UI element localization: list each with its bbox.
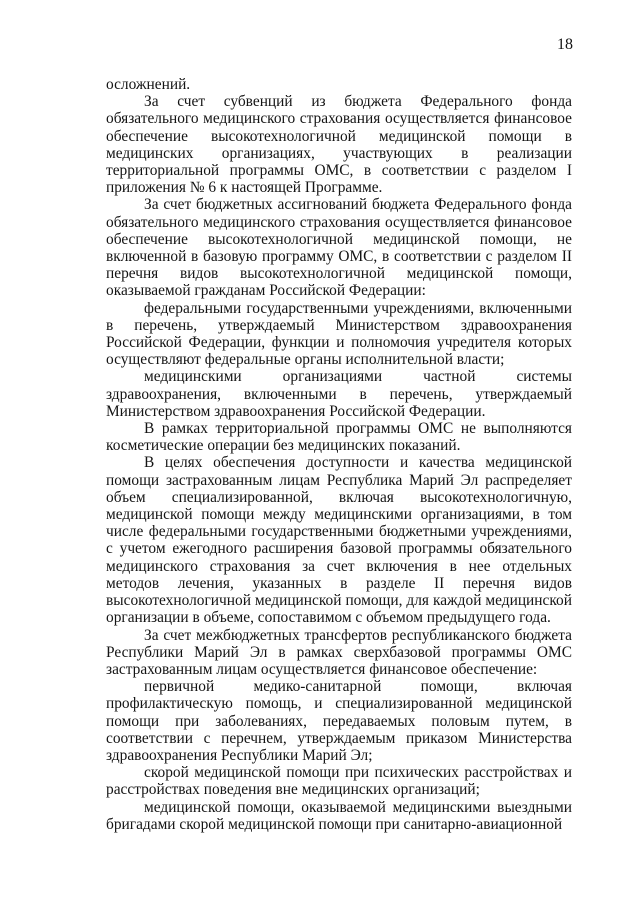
paragraph-continuation: осложнений. [106, 76, 191, 93]
paragraph: За счет бюджетных ассигнований бюджета Федерального фонда обязательного медицинского страхования осуществляется финансовое обеспечение высокотехнологичной медицинской помощи, не включенной в базовую программу ОМС, в соответствии с разделом II перечня видов высокотехнологичной медицинской помощи, оказываемой гражданам Российской Федерации: [106, 196, 572, 300]
paragraph: федеральными государственными учреждениями, включенными в перечень, утверждаемый Министерством здравоохранения Российской Федерации, функции и полномочия учредителя которых осуществляют федеральные органы исполнительной власти; [106, 299, 572, 369]
paragraph: В целях обеспечения доступности и качества медицинской помощи застрахованным лицам Республика Марий Эл распределяет объем специализированной, включая высокотехнологичную, медицинской помощи между медицинскими организациями, в том числе федеральными государственными бюджетными учреждениями, с учетом ежегодного расширения базовой программы обязательного медицинского страхования за счет включения в нее отдельных методов лечения, указанных в разделе II перечня видов высокотехнологичной медицинской помощи, для каждой медицинской организации в объеме, сопоставимом с объемом предыдущего года. [106, 454, 572, 627]
paragraph: скорой медицинской помощи при психических расстройствах и расстройствах поведения вне медицинских организаций; [106, 764, 572, 799]
body-text [106, 76, 572, 833]
paragraph: За счет межбюджетных трансфертов республиканского бюджета Республики Марий Эл в рамках сверхбазовой программы ОМС застрахованным лицам осуществляется финансовое обеспечение: [106, 626, 572, 678]
paragraph: медицинскими организациями частной системы здравоохранения, включенными в перечень, утверждаемый Министерством здравоохранения Российской Федерации. [106, 368, 572, 420]
paragraph: медицинской помощи, оказываемой медицинскими выездными бригадами скорой медицинской помощи при санитарно-авиационной [106, 798, 572, 833]
paragraph: первичной медико-санитарной помощи, включая профилактическую помощь, и специализированной медицинской помощи при заболеваниях, передаваемых половым путем, в соответствии с перечнем, утверждаемым приказом Министерства здравоохранения Республики Марий Эл; [106, 678, 572, 764]
paragraph: За счет субвенций из бюджета Федерального фонда обязательного медицинского страхования осуществляется финансовое обеспечение высокотехнологичной медицинской помощи в медицинских организациях, участвующих в реализации территориальной программы ОМС, в соответствии с разделом I приложения № 6 к настоящей Программе. [106, 93, 572, 197]
paragraph: В рамках территориальной программы ОМС не выполняются косметические операции без медицинских показаний. [106, 420, 572, 455]
page-number: 18 [557, 36, 573, 53]
